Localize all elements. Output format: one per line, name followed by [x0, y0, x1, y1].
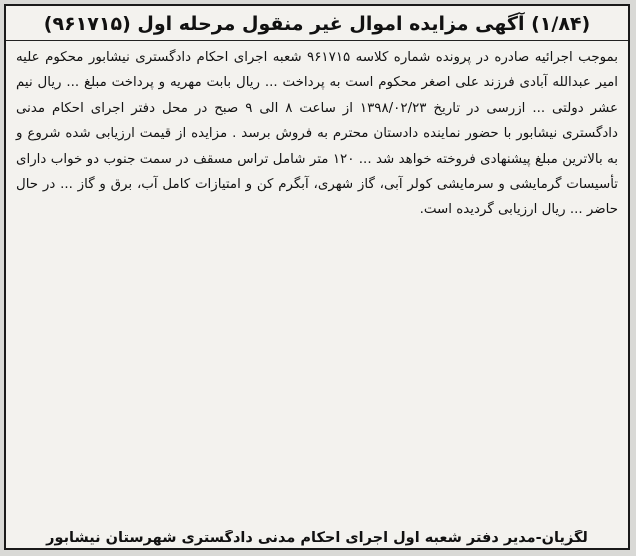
notice-body: بموجب اجرائیه صادره در پرونده شماره کلاسه ۹۶۱۷۱۵ شعبه اجرای احکام دادگستری نیشابور محکوم علیه امیر عبدالله آبادی فرزند علی اصغر محکوم است به پرداخت ... ریال بابت مهریه و پرداخت مبلغ ... ریال نیم عشر دولتی ... ازرسی در تاریخ ۱۳۹۸/۰۲/۲۳ از ساعت ۸ الی ۹ صبح در محل دفتر اجرای احکام مدنی دادگستری نیشابور با حضور نماینده دادستان محترم به فروش برسد . مزایده از قیمت ارزیابی شده شروع و به بالاترین مبلغ پیشنهادی فروخته خواهد شد ... ۱۲۰ متر شامل تراس مسقف در سمت جنوب دو خواب دارای تأسیسات گرمایشی و سرمایشی کولر آبی، گاز شهری، آبگرم کن و امتیازات کامل آب، برق و گاز ... در حال حاضر ... ریال ارزیابی گردیده است. [16, 50, 618, 218]
notice-title: (۱/۸۴) آگهی مزایده اموال غیر منقول مرحله اول (۹۶۱۷۱۵) [6, 6, 628, 41]
notice-sheet [4, 4, 630, 550]
notice-signature: لگزیان-مدیر دفتر شعبه اول اجرای احکام مدنی دادگستری شهرستان نیشابور [46, 530, 588, 546]
